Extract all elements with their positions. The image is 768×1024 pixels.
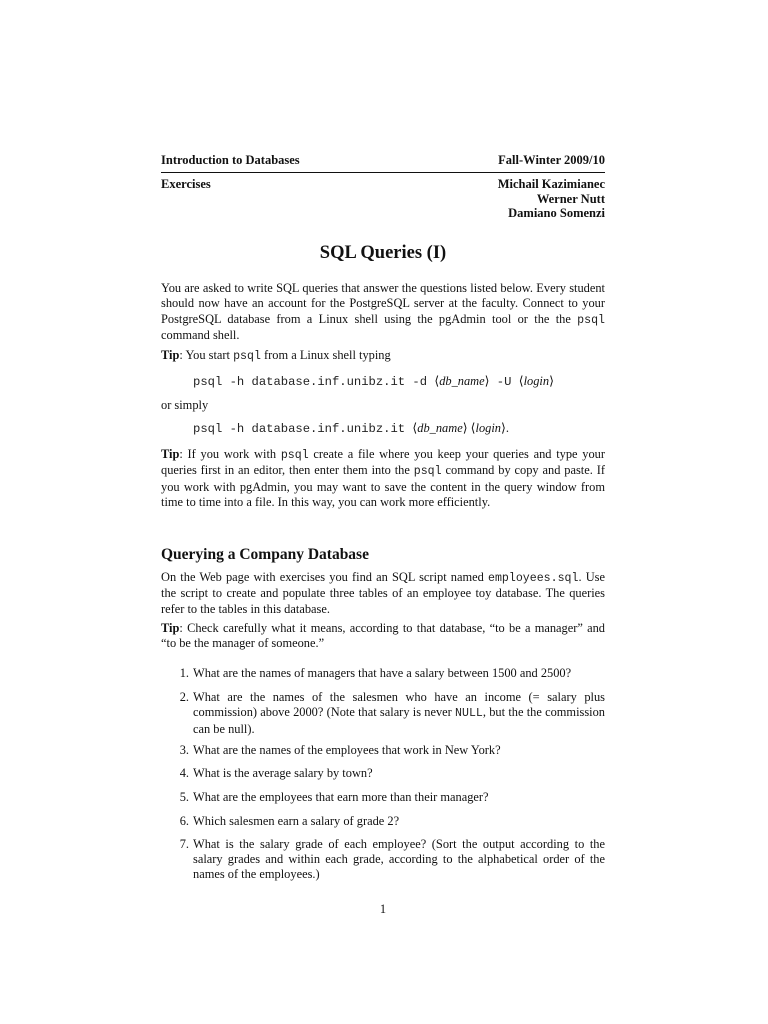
angle-bracket: ⟨ <box>470 421 476 435</box>
tip-label: Tip <box>161 348 180 362</box>
code-null: NULL <box>455 706 483 720</box>
placeholder-db-name: db_name <box>417 421 463 435</box>
command-text: . <box>505 421 509 435</box>
command-text: psql -h database.inf.unibz.it <box>193 422 413 436</box>
course-name: Introduction to Databases <box>161 153 300 167</box>
tip-label: Tip <box>161 447 180 461</box>
tip-text: : You start <box>179 348 234 362</box>
tip-paragraph <box>161 621 605 652</box>
angle-bracket: ⟨ <box>412 421 418 435</box>
item-text: What are the names of managers that have a salary between 1500 and 2500? <box>193 666 572 680</box>
placeholder-login: login <box>475 421 501 435</box>
command-line <box>193 373 554 389</box>
or-simply-text: or simply <box>161 398 209 412</box>
code-psql: psql <box>577 313 605 327</box>
command-text: psql -h database.inf.unibz.it -d <box>193 375 435 389</box>
angle-bracket: ⟩ <box>462 421 468 435</box>
intro-paragraph <box>161 281 605 344</box>
code-psql: psql <box>413 465 442 479</box>
item-text <box>193 690 605 736</box>
tip-label: Tip <box>161 621 180 635</box>
author: Damiano Somenzi <box>508 206 605 220</box>
angle-bracket: ⟨ <box>434 374 440 388</box>
author: Michail Kazimianec <box>497 177 605 191</box>
item-number: 5. <box>179 790 189 804</box>
code-filename: employees.sql <box>488 572 579 585</box>
section-text: On the Web page with exercises you find an SQL script named <box>161 570 489 584</box>
item-text: What is the salary grade of each employee? (Sort the output according to the salary grades and within each grade, according to the alphabetical order of the names of the employees.) <box>193 837 605 881</box>
item-number: 2. <box>179 690 189 704</box>
authors <box>498 177 605 221</box>
exercises-label: Exercises <box>161 177 211 191</box>
tip-text: from a Linux shell typing <box>260 348 391 362</box>
item-text: What is the average salary by town? <box>193 766 373 780</box>
command-text: -U <box>489 375 519 389</box>
page-title: SQL Queries (I) <box>319 243 447 263</box>
item-number: 4. <box>179 766 189 780</box>
tip-text: : If you work with <box>179 447 281 461</box>
tip-text: create a file where you keep your queries and type your queries first in an editor, then enter them into the <box>161 447 605 478</box>
item-text: Which salesmen earn a salary of grade 2? <box>193 814 400 828</box>
item-number: 1. <box>179 666 189 680</box>
item-text: What are the names of the employees that work in New York? <box>193 743 501 757</box>
author: Werner Nutt <box>536 191 605 206</box>
item-text-part: What are the names of the salesmen who have an income (= salary plus commission) above 2000? (Note that salary is never <box>193 690 605 719</box>
document-page <box>161 0 605 1024</box>
item-number: 7. <box>179 837 189 851</box>
angle-bracket: ⟩ <box>484 374 490 388</box>
section-text: . Use the script to create and populate three tables of an employee toy database. The queries refer to the tables in this database. <box>161 570 606 616</box>
page-number: 1 <box>379 902 387 916</box>
tip-paragraph <box>161 348 605 364</box>
tip-text: : Check carefully what it means, according to that database, “to be a manager” and “to be the manager of someone.” <box>161 621 605 651</box>
angle-bracket: ⟩ <box>500 421 506 435</box>
tip-text: command by copy and paste. If you work with pgAdmin, you may want to save the content in the query window from time to time into a file. In this way, you can work more efficiently. <box>161 463 605 510</box>
item-number: 3. <box>179 743 189 757</box>
section-heading: Querying a Company Database <box>161 546 369 563</box>
placeholder-db-name: db_name <box>439 374 485 388</box>
code-psql: psql <box>233 350 261 363</box>
term: Fall-Winter 2009/10 <box>498 153 605 167</box>
command-line <box>193 420 509 436</box>
item-number: 6. <box>179 814 189 828</box>
item-text: What are the employees that earn more than their manager? <box>193 790 489 804</box>
section-paragraph <box>161 570 605 617</box>
placeholder-login: login <box>523 374 550 388</box>
intro-text: command shell. <box>161 328 240 343</box>
angle-bracket: ⟩ <box>549 374 554 388</box>
intro-text: You are asked to write SQL queries that answer the questions listed below. Every student should now have an account for the PostgreSQL server at the faculty. Connect to your PostgreSQL database from a Linux shell using the pgAdmin tool or the the <box>161 281 605 326</box>
header-rule <box>161 172 605 173</box>
item-text-part: , but the the commission can be null). <box>193 704 605 736</box>
angle-bracket: ⟨ <box>518 374 524 388</box>
tip-paragraph <box>161 447 605 511</box>
code-psql: psql <box>280 449 309 462</box>
